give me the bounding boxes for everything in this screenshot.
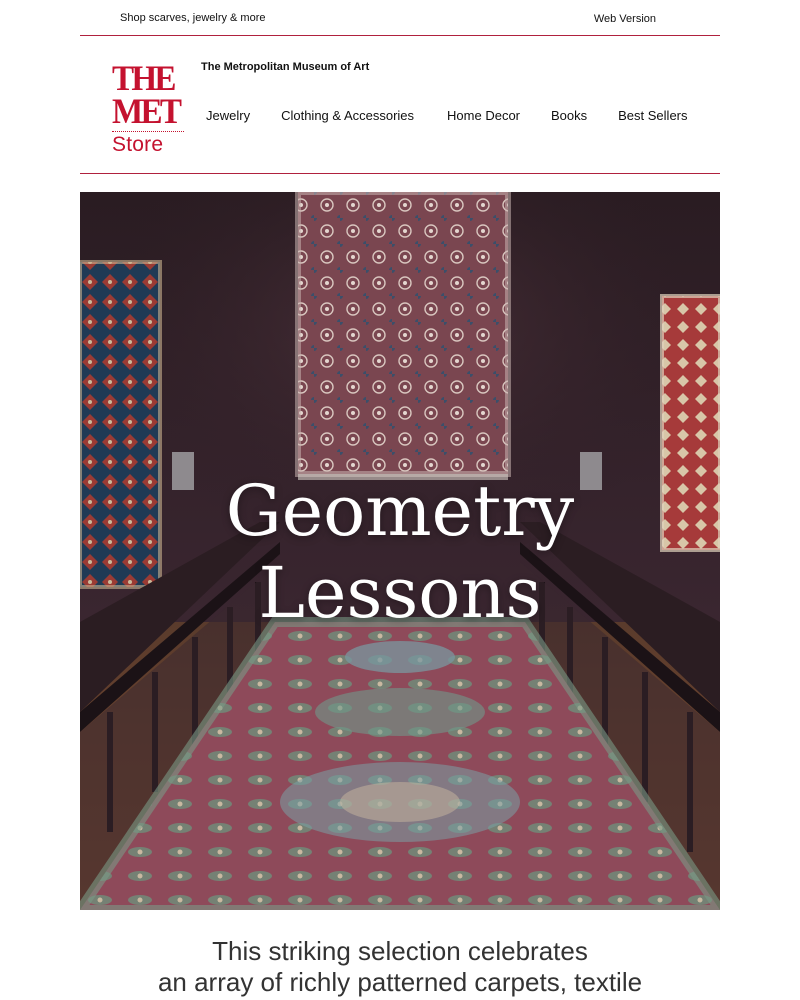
logo-mark-the: THE <box>112 58 174 98</box>
intro-line2: an array of richly patterned carpets, textile <box>157 967 643 997</box>
header <box>80 36 720 173</box>
preheader <box>80 0 720 36</box>
nav-clothing-accessories[interactable]: Clothing & Accessories <box>281 108 415 123</box>
museum-name: The Metropolitan Museum of Art <box>201 61 370 73</box>
hero-title <box>80 470 720 634</box>
header-divider <box>80 173 720 174</box>
logo-store: Store <box>112 133 164 156</box>
intro-line1: This striking selection celebrates <box>212 936 588 966</box>
preheader-tagline[interactable]: Shop scarves, jewelry & more <box>120 12 266 24</box>
nav-home-decor[interactable]: Home Decor <box>447 108 520 123</box>
hero-title-line2: Lessons <box>258 552 542 634</box>
main-nav <box>206 108 688 123</box>
intro-text <box>80 936 720 998</box>
web-version-link[interactable]: Web Version <box>593 13 656 25</box>
met-store-logo[interactable] <box>112 58 186 157</box>
logo-mark-met: MET <box>112 91 180 131</box>
nav-books[interactable]: Books <box>551 108 588 123</box>
hero-banner[interactable] <box>80 192 720 910</box>
nav-jewelry[interactable]: Jewelry <box>206 108 251 123</box>
logo-divider <box>112 131 184 132</box>
nav-best-sellers[interactable]: Best Sellers <box>618 108 688 123</box>
hero-title-line1: Geometry <box>225 470 575 552</box>
